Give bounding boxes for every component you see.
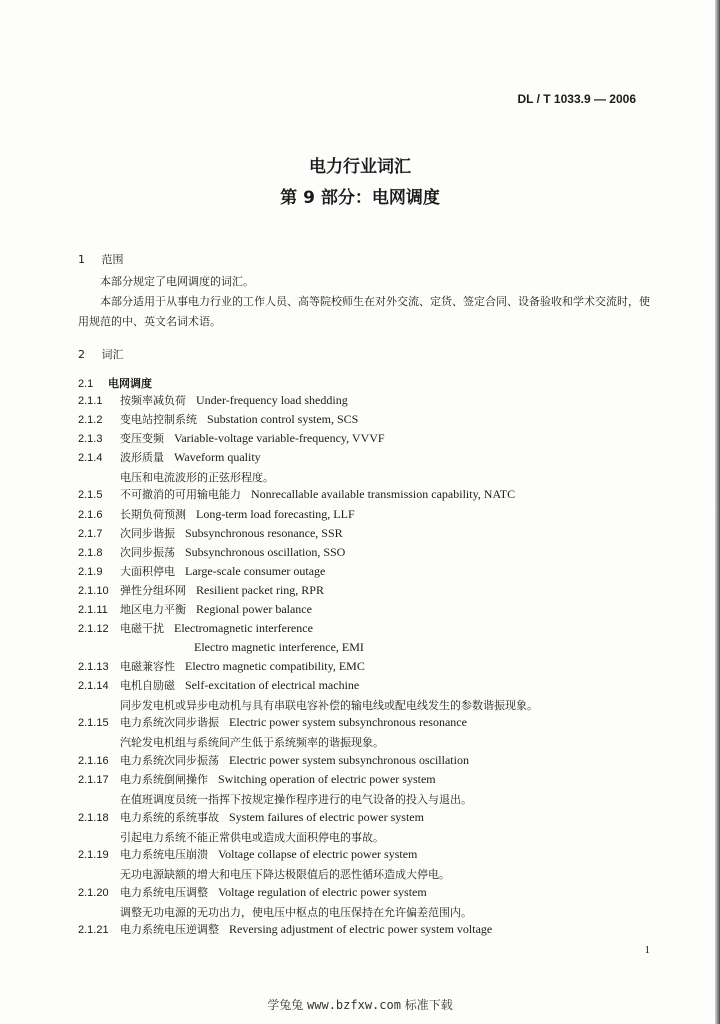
term-number: 2.1.17 [78,774,109,786]
term-number: 2.1.7 [78,528,103,540]
term-chinese: 地区电力平衡 [120,603,186,616]
term-number: 2.1.12 [78,623,109,635]
section-title: 词汇 [101,348,124,361]
term-chinese: 电力系统电压崩溃 [120,848,208,861]
term-english: System failures of electric power system [229,810,424,824]
term-english: Under-frequency load shedding [196,393,348,407]
term-entry [78,714,668,750]
term-english-alt: Electro magnetic interference, EMI [194,640,364,654]
term-english: Electro magnetic compatibility, EMC [185,659,365,673]
term-entry [78,392,668,408]
footer-site-name: 学兔兔 [267,998,304,1012]
term-definition: 在值班调度员统一指挥下按规定操作程序进行的电气设备的投入与退出。 [120,793,472,806]
page-number: 1 [644,944,650,956]
term-entry [78,884,668,920]
term-english: Reversing adjustment of electric power system voltage [229,922,493,936]
document-subtitle: 第 9 部分：电网调度 [280,188,440,208]
term-entry [78,658,668,674]
term-definition: 调整无功电源的无功出力，使电压中枢点的电压保持在允许偏差范围内。 [120,906,472,919]
subsection-number: 2.1 [78,378,94,390]
term-entry [78,563,668,579]
term-number: 2.1.5 [78,489,103,501]
term-english: Subsynchronous oscillation, SSO [185,545,346,559]
term-number: 2.1.10 [78,585,109,597]
term-chinese: 不可撤消的可用输电能力 [120,488,241,501]
section-1-heading [78,251,124,267]
term-entry [78,677,668,713]
term-number: 2.1.3 [78,433,103,445]
term-entry [78,771,668,807]
term-chinese: 电力系统次同步谐振 [120,716,219,729]
term-entry [78,921,668,937]
term-english: Switching operation of electric power system [218,772,436,786]
term-chinese: 电机自励磁 [120,679,175,692]
term-entry [78,582,668,598]
term-number: 2.1.13 [78,661,109,673]
term-entry [78,506,668,522]
term-entry [78,430,668,446]
term-number: 2.1.21 [78,924,109,936]
term-chinese: 变压变频 [120,432,164,445]
term-number: 2.1.11 [78,604,108,616]
term-definition: 无功电源缺额的增大和电压下降达极限值后的恶性循环造成大停电。 [120,868,450,881]
term-entry [78,525,668,541]
footer-download-text: 标准下载 [404,998,453,1012]
term-chinese: 波形质量 [120,451,164,464]
term-entry [78,620,668,655]
subsection-2-1-heading [78,375,668,391]
term-chinese: 电磁兼容性 [120,660,175,673]
term-entry [78,601,668,617]
document-title: 电力行业词汇 [309,157,411,177]
scope-paragraph-2: 本部分适用于从事电力行业的工作人员、高等院校师生在对外交流、定货、签定合同、设备验收和学术交流时，使用规范的中、英文名词术语。 [78,295,650,328]
term-number: 2.1.15 [78,717,109,729]
term-english: Nonrecallable available transmission capability, NATC [251,487,516,501]
footer-url[interactable]: www.bzfxw.com [307,998,401,1012]
term-definition: 引起电力系统不能正常供电或造成大面积停电的事故。 [120,831,384,844]
term-number: 2.1.8 [78,547,103,559]
section-number: 1 [78,253,85,266]
term-number: 2.1.16 [78,755,109,767]
term-number: 2.1.4 [78,452,103,464]
term-english: Variable-voltage variable-frequency, VVVF [174,431,385,445]
section-number: 2 [78,348,85,361]
term-entry [78,544,668,560]
term-number: 2.1.19 [78,849,109,861]
section-1-body [78,272,658,332]
term-english: Voltage regulation of electric power system [218,885,427,899]
term-entry [78,752,668,768]
term-chinese: 次同步谐振 [120,527,175,540]
term-chinese: 变电站控制系统 [120,413,197,426]
term-english: Substation control system, SCS [207,412,359,426]
section-title: 范围 [101,253,124,266]
standard-code: DL / T 1033.9 — 2006 [517,92,636,106]
term-english: Regional power balance [196,602,312,616]
term-entry [78,809,668,845]
term-english: Large-scale consumer outage [185,564,326,578]
term-english: Subsynchronous resonance, SSR [185,526,343,540]
scope-paragraph-1: 本部分规定了电网调度的词汇。 [100,275,254,288]
term-english: Self-excitation of electrical machine [185,678,360,692]
term-chinese: 电力系统的系统事故 [120,811,219,824]
term-chinese: 电力系统电压调整 [120,886,208,899]
term-chinese: 大面积停电 [120,565,175,578]
term-english: Electromagnetic interference [174,621,313,635]
term-number: 2.1.9 [78,566,103,578]
term-entry [78,846,668,882]
term-chinese: 长期负荷预测 [120,508,186,521]
term-definition: 电压和电流波形的正弦形程度。 [120,471,274,484]
term-definition: 汽轮发电机组与系统间产生低于系统频率的谐振现象。 [120,736,384,749]
term-chinese: 电力系统电压逆调整 [120,923,219,936]
term-chinese: 电力系统倒闸操作 [120,773,208,786]
term-english: Resilient packet ring, RPR [196,583,324,597]
term-english: Waveform quality [174,450,261,464]
term-entry [78,449,668,485]
term-english: Electric power system subsynchronous resonance [229,715,467,729]
term-number: 2.1.1 [78,395,103,407]
term-entry [78,411,668,427]
term-english: Long-term load forecasting, LLF [196,507,355,521]
watermark-footer [0,996,720,1013]
section-2-heading [78,346,124,362]
term-chinese: 电磁干扰 [120,622,164,635]
term-english: Electric power system subsynchronous oscillation [229,753,469,767]
term-entry [78,486,668,502]
term-number: 2.1.18 [78,812,109,824]
term-number: 2.1.6 [78,509,103,521]
term-number: 2.1.14 [78,680,109,692]
term-definition: 同步发电机或异步电动机与具有串联电容补偿的输电线或配电线发生的参数谐振现象。 [120,699,538,712]
term-number: 2.1.2 [78,414,103,426]
term-chinese: 弹性分组环网 [120,584,186,597]
term-chinese: 按频率减负荷 [120,394,186,407]
term-number: 2.1.20 [78,887,109,899]
subsection-title: 电网调度 [108,377,152,390]
term-chinese: 次同步振荡 [120,546,175,559]
term-english: Voltage collapse of electric power system [218,847,418,861]
term-chinese: 电力系统次同步振荡 [120,754,219,767]
